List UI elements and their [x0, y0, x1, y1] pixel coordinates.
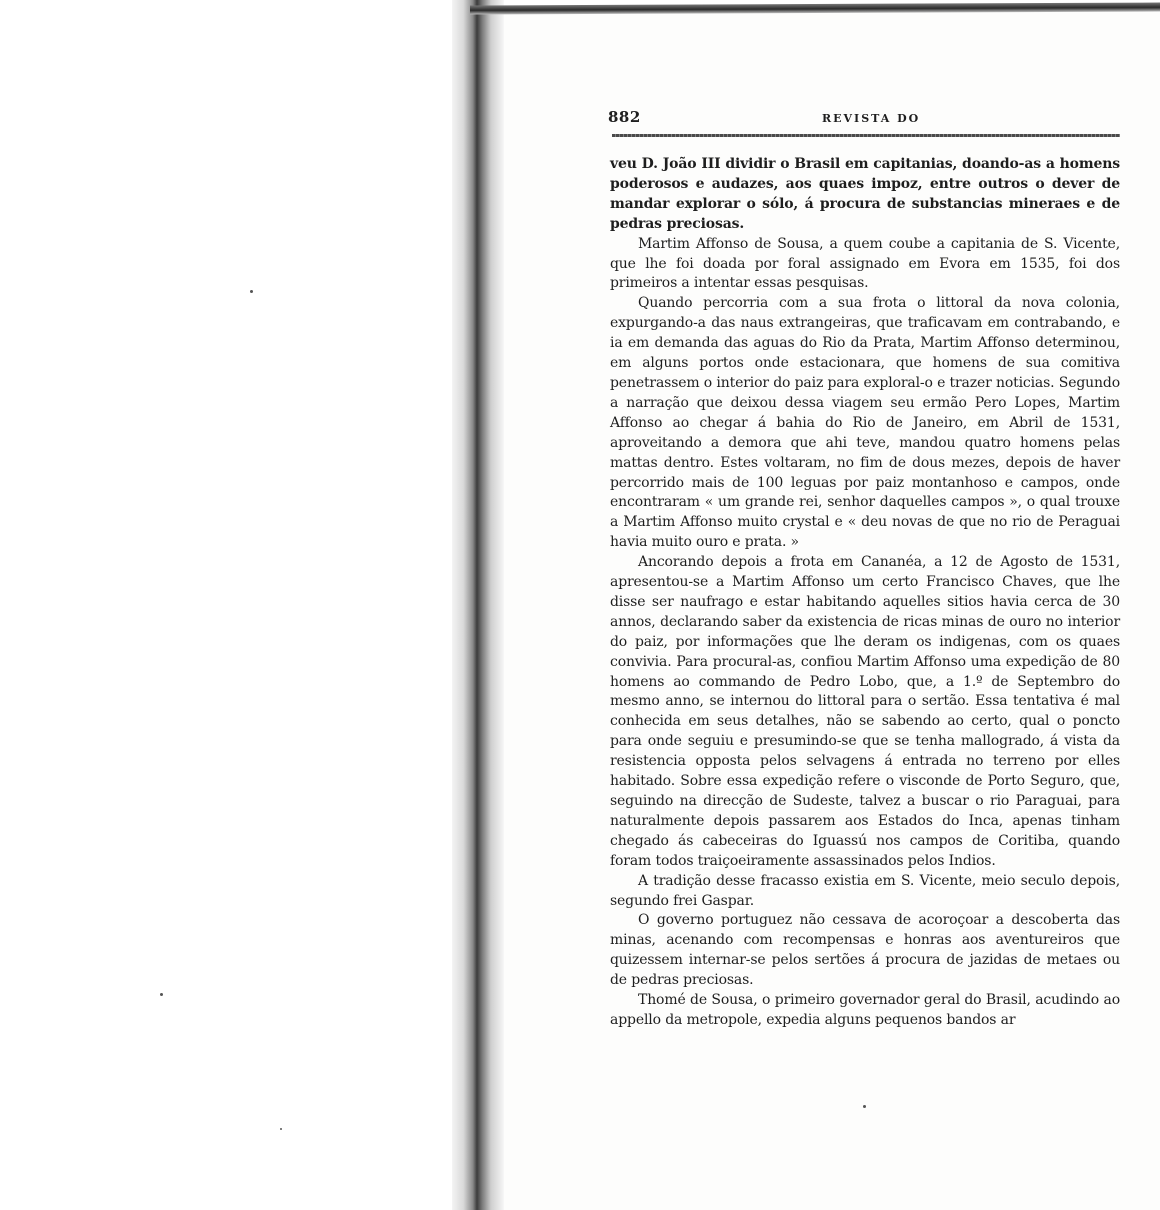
paragraph-4: Ancorando depois a frota em Cananéa, a 12 de Agosto de 1531, apresentou-se a Martim Affonso um certo Francisco Chaves, que lhe disse ser naufrago e estar habitando aquelles sitios havia cerca de 30 annos, declarando saber da existencia de ricas minas de ouro no interior do paiz, por informações que lhe deram os indigenas, com os quaes convivia. Para procural-as, confiou Martim Affonso uma expedição de 80 homens ao commando de Pedro Lobo, que, a 1.º de Septembro do mesmo anno, se internou do littoral para o sertão. Essa tentativa é mal conhecida em seus detalhes, não se sabendo ao certo, qual o poncto para onde seguiu e presumindo-se que se tenha mallogrado, á vista da resistencia opposta pelos selvagens á entrada no terreno por elles habitado. Sobre essa expedição refere o visconde de Porto Seguro, que, seguindo na direcção de Sudeste, talvez a buscar o rio Paraguai, para naturalmente depois passarem aos Estados do Inca, apenas tinham chegado ás cabeceiras do Iguassú nos campos de Coritiba, quando foram todos traiçoeiramente assassinados pelos Indios.: [610, 554, 1120, 869]
scan-speck: [280, 1128, 282, 1130]
page-header: [608, 108, 1120, 134]
body-text: [610, 155, 1120, 1031]
paragraph-3: Quando percorria com a sua frota o littoral da nova colonia, expurgando-a das naus extrangeiras, que traficavam em contrabando, e ia em demanda das aguas do Rio da Prata, Martim Affonso determinou, em alguns portos onde estacionara, que homens de sua comitiva penetrassem o interior do paiz para exploral-o e trazer noticias. Segundo a narração que deixou dessa viagem seu ermão Pero Lopes, Martim Affonso ao chegar á bahia do Rio de Janeiro, em Abril de 1531, aproveitando a demora que ahi teve, mandou quatro homens pelas mattas dentro. Estes voltaram, no fim de dous mezes, depois de haver percorrido mais de 100 leguas por paiz montanhoso e campos, onde encontraram « um grande rei, senhor daquelles campos », o qual trouxe a Martim Affonso muito crystal e « deu novas de que no rio de Peraguai havia muito ouro e prata. »: [610, 295, 1120, 551]
scan-speck: [250, 290, 253, 293]
paragraph-6: O governo portuguez não cessava de acoroçoar a descoberta das minas, acenando com recompensas e honras aos aventureiros que quizessem internar-se pelos sertões á procura de jazidas de metaes ou de pedras preciosas.: [610, 912, 1120, 989]
left-blank-page: [0, 0, 468, 1210]
page-number: 882: [608, 108, 641, 126]
scan-speck: [863, 1105, 866, 1108]
scan-speck: [160, 993, 163, 996]
paragraph-1: veu D. João III dividir o Brasil em capitanias, doando-as a homens poderosos e audazes, aos quaes impoz, entre outros o dever de mandar explorar o sólo, á procura de substancias mineraes e de pedras preciosas.: [610, 156, 1120, 232]
paragraph-2: Martim Affonso de Sousa, a quem coube a capitania de S. Vicente, que lhe foi doada por foral assignado em Evora em 1535, foi dos primeiros a intentar essas pesquisas.: [610, 235, 1120, 292]
book-gutter: [452, 0, 504, 1210]
paragraph-7: Thomé de Sousa, o primeiro governador geral do Brasil, acudindo ao appello da metropole, expedia alguns pequenos bandos ar: [610, 992, 1120, 1028]
header-rule: [612, 134, 1120, 137]
running-head: REVISTA DO: [822, 112, 921, 125]
paragraph-5: A tradição desse fracasso existia em S. Vicente, meio seculo depois, segundo frei Gaspar.: [610, 872, 1120, 909]
